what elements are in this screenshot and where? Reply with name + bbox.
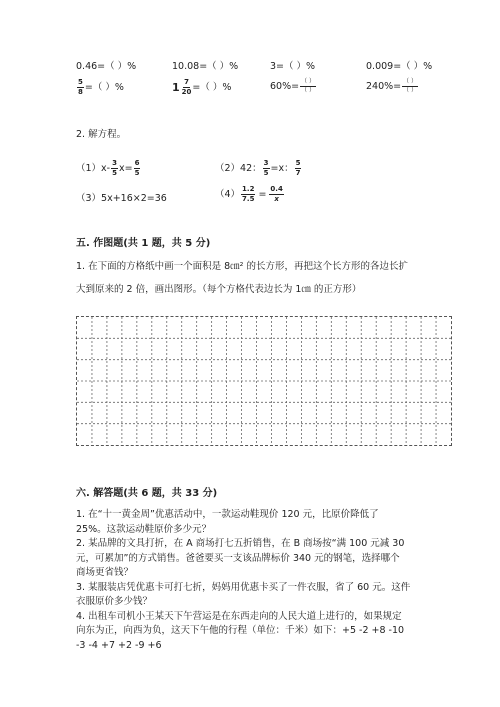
question-line: 2. 某品牌的文具打折，在 A 商场打七五折销售，在 B 商场按“满 100 元减 30 [76,538,405,549]
question-title: 2. 解方程。 [76,129,127,140]
conversion-item: 60%= $\frac{( )}{( )}$ [270,78,315,94]
conversion-item: 0.46=（ ）% [76,61,137,72]
fraction: $\frac{5}{8}$ [78,78,83,96]
drawing-grid[interactable] [76,316,452,446]
section-title: 五. 作图题(共 1 题，共 5 分) [76,238,211,249]
question-line: 4. 出租车司机小王某天下午营运是在东西走向的人民大道上进行的，如果规定 [76,610,402,622]
question-line: 25%。这款运动鞋原价多少元？ [76,523,212,535]
conversion-item: 3=（ ）% [270,61,316,72]
grid-lines [77,317,451,445]
section-title: 六. 解答题(共 6 题，共 33 分) [76,488,218,499]
conversion-item: 0.009=（ ）% [366,61,433,72]
question-line: -3 -4 +7 +2 -9 +6 [76,639,162,651]
question-text: 大到原来的 2 倍，画出图形。（每个方格代表边长为 1㎝ 的正方形） [76,284,362,295]
conversion-item: 1 $\frac{7}{20}$ =（ ）% [172,78,232,96]
question-line: 衣服原价多少钱？ [76,596,153,607]
mixed-number: 1 $\frac{7}{20}$ [172,78,192,96]
answer-questions [76,508,436,653]
question-line: 元，可累加”的方式销售。爸爸要买一支该品牌标价 340 元的钢笔，选择哪个 [76,552,400,564]
conversion-item: 10.08=（ ）% [172,61,239,72]
equation-4: （4） $\frac{1.2}{7.5}$ = $\frac{0.4}{x}$ [215,185,283,203]
conversion-item: $\frac{5}{8}$ =（ ）% [78,78,124,96]
question-text: 1. 在下面的方格纸中画一个面积是 8㎝² 的长方形，再把这个长方形的各边长扩 [76,261,408,272]
conversion-item: 240%= $\frac{( )}{( )}$ [366,78,418,94]
equation-3: （3）5x+16×2=36 [76,193,167,204]
question-line: 向东为正，向西为负，这天下午他的行程（单位：千米）如下：+5 -2 +8 -10 [76,625,405,636]
question-line: 1. 在“十一黄金周”优惠活动中，一款运动鞋现价 120 元，比原价降低了 [76,509,379,520]
equation-1: （1）x- $\frac{3}{5}$ x= $\frac{6}{5}$ [76,159,140,177]
question-line: 商场更省钱？ [76,567,134,578]
equation-2: （2）42： $\frac{3}{5}$ =x： $\frac{5}{7}$ [215,159,301,177]
question-line: 3. 某服装店凭优惠卡可打七折，妈妈用优惠卡买了一件衣服，省了 60 元。这件 [76,581,411,593]
